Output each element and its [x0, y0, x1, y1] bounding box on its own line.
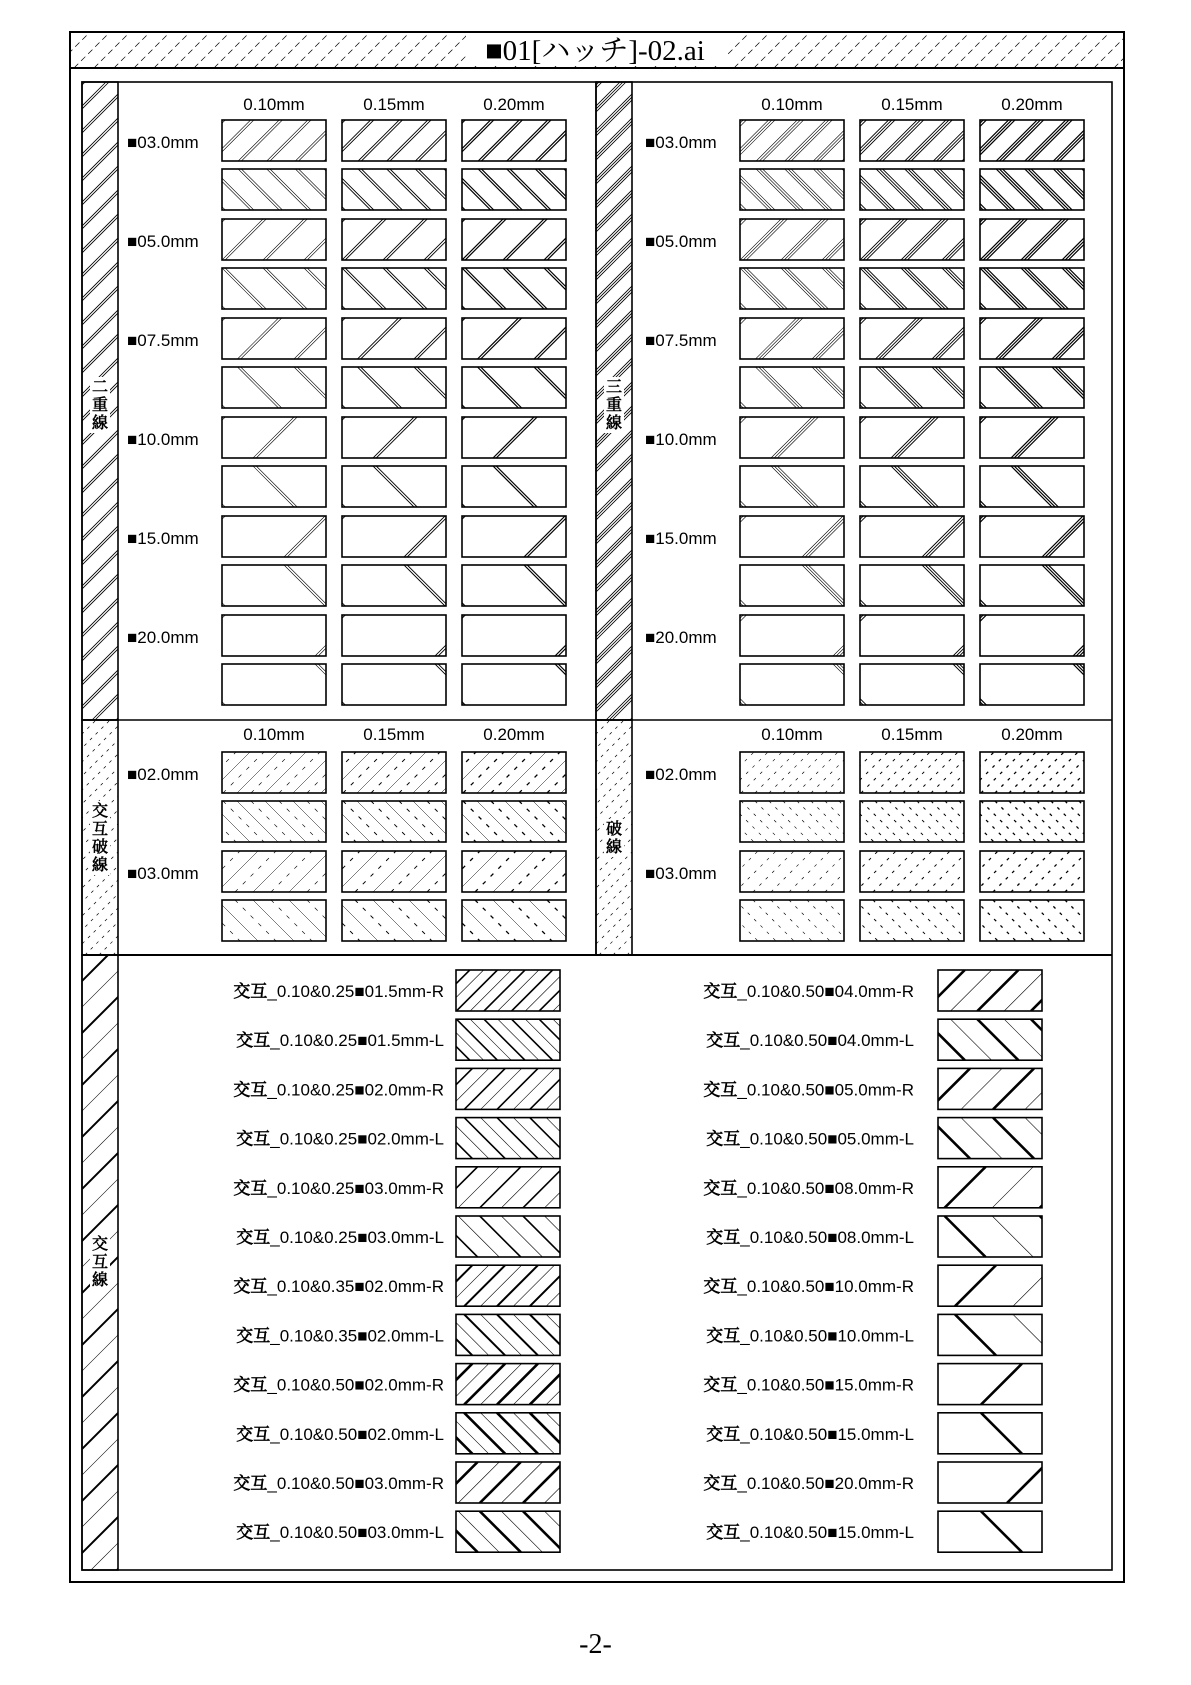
triple-line-hatch-swatch [671, 615, 1191, 656]
alternating-dashed-hatch-swatch [349, 900, 696, 941]
double-line-hatch-swatch [68, 318, 451, 359]
double-line-row-label: ■03.0mm [127, 133, 199, 152]
svg-text:線: 線 [91, 855, 109, 874]
svg-text:重: 重 [91, 395, 109, 414]
triple-line-hatch-swatch [706, 367, 1092, 408]
double-line-hatch-swatch [0, 565, 534, 606]
double-line-col-header: 0.15mm [363, 95, 425, 114]
alternating-line-right-label: 交互_0.10&0.50■10.0mm-L [706, 1326, 914, 1347]
svg-text:線: 線 [91, 1270, 109, 1289]
alternating-line-left-label: 交互_0.10&0.35■02.0mm-L [236, 1326, 444, 1347]
alternating-dashed-row-label: ■03.0mm [127, 864, 199, 883]
double-line-hatch-swatch [153, 615, 867, 656]
triple-line-hatch-swatch [431, 664, 1148, 705]
alternating-line-left-label: 交互_0.10&0.50■02.0mm-L [236, 1424, 444, 1445]
dashed-hatch-swatch [671, 801, 908, 842]
svg-text:破: 破 [605, 819, 623, 838]
dashed-hatch-swatch [791, 801, 1028, 842]
triple-line-hatch-swatch [826, 367, 1191, 408]
double-line-row-label: ■10.0mm [127, 430, 199, 449]
alternating-dashed-col-header: 0.10mm [243, 725, 305, 744]
double-line-row-label: ■05.0mm [127, 232, 199, 251]
double-line-hatch-swatch [124, 169, 426, 210]
triple-line-col-header: 0.15mm [881, 95, 943, 114]
alternating-line-side-label [90, 1234, 110, 1290]
alternating-dashed-hatch-swatch [125, 801, 432, 842]
dashed-hatch-swatch [903, 900, 1160, 941]
alternating-line-right-label: 交互_0.10&0.50■05.0mm-R [703, 1080, 914, 1101]
svg-text:交: 交 [91, 1234, 109, 1253]
svg-text:二: 二 [91, 377, 109, 396]
double-line-hatch-swatch [188, 318, 571, 359]
triple-line-hatch-swatch [675, 466, 1154, 507]
triple-line-hatch-swatch [733, 565, 1191, 606]
dashed-col-header: 0.10mm [761, 725, 823, 744]
alternating-line-left-label: 交互_0.10&0.25■03.0mm-R [233, 1178, 444, 1199]
svg-text:破: 破 [91, 837, 109, 856]
svg-text:線: 線 [605, 413, 623, 432]
alternating-dashed-hatch-swatch [109, 900, 456, 941]
alternating-line-right-label: 交互_0.10&0.50■20.0mm-R [703, 1474, 914, 1494]
double-line-hatch-swatch [157, 417, 633, 458]
double-line-hatch-swatch [68, 367, 451, 408]
double-line-hatch-swatch [364, 169, 666, 210]
double-line-hatch-swatch [95, 565, 654, 606]
triple-line-hatch-swatch [671, 664, 1191, 705]
dashed-col-header: 0.15mm [881, 725, 943, 744]
triple-line-hatch-swatch [493, 565, 1055, 606]
dashed-hatch-swatch [783, 900, 1040, 941]
triple-line-hatch-swatch [762, 120, 1067, 161]
double-line-hatch-swatch [157, 466, 633, 507]
alternating-line-right-label: 交互_0.10&0.50■05.0mm-L [706, 1129, 914, 1150]
double-line-col-header: 0.10mm [243, 95, 305, 114]
alternating-line-left-label: 交互_0.10&0.50■03.0mm-L [236, 1523, 444, 1544]
alternating-line-left-label: 交互_0.10&0.35■02.0mm-R [233, 1277, 444, 1298]
triple-line-hatch-swatch [795, 417, 1191, 458]
triple-line-row-label: ■20.0mm [645, 628, 717, 647]
double-line-hatch-swatch [188, 367, 571, 408]
double-line-row-label: ■07.5mm [127, 331, 199, 350]
triple-line-hatch-swatch [826, 318, 1191, 359]
double-line-side-label [90, 377, 110, 433]
double-line-row-label: ■15.0mm [127, 529, 199, 548]
document-title: ■01[ハッチ]-02.ai [485, 35, 705, 67]
alternating-line-left-label: 交互_0.10&0.25■02.0mm-L [236, 1129, 444, 1150]
dashed-side-label [604, 819, 624, 857]
svg-text:重: 重 [605, 395, 623, 414]
alternating-dashed-hatch-swatch [349, 851, 696, 892]
triple-line-hatch-swatch [706, 318, 1092, 359]
alternating-dashed-hatch-swatch [365, 752, 672, 793]
alternating-dashed-col-header: 0.20mm [483, 725, 545, 744]
alternating-line-left-label: 交互_0.10&0.50■03.0mm-R [233, 1474, 444, 1494]
double-line-hatch-swatch [308, 367, 691, 408]
triple-line-row-label: ■03.0mm [645, 133, 717, 152]
double-line-hatch-swatch [33, 664, 747, 705]
alternating-dashed-hatch-panel [0, 720, 696, 955]
alternating-dashed-hatch-swatch [245, 752, 552, 793]
dashed-row-label: ■02.0mm [645, 765, 717, 784]
triple-line-hatch-swatch [551, 664, 1191, 705]
dashed-hatch-swatch [903, 851, 1160, 892]
double-line-hatch-swatch [308, 318, 691, 359]
triple-line-hatch-swatch [586, 318, 972, 359]
double-line-hatch-swatch [215, 565, 774, 606]
triple-line-hatch-swatch [431, 615, 1148, 656]
alternating-line-left-label: 交互_0.10&0.25■01.5mm-R [233, 982, 444, 1002]
triple-line-hatch-swatch [493, 516, 1055, 557]
dashed-hatch-swatch [783, 851, 1040, 892]
alternating-dashed-row-label: ■02.0mm [127, 765, 199, 784]
triple-line-hatch-swatch [642, 169, 947, 210]
triple-line-hatch-swatch [613, 565, 1175, 606]
alternating-line-right-label: 交互_0.10&0.50■15.0mm-L [706, 1523, 914, 1544]
alternating-dashed-hatch-swatch [245, 801, 552, 842]
double-line-hatch-swatch [0, 516, 534, 557]
double-line-row-label: ■20.0mm [127, 628, 199, 647]
dashed-hatch-swatch [791, 752, 1028, 793]
alternating-dashed-hatch-swatch [229, 900, 576, 941]
triple-line-row-label: ■15.0mm [645, 529, 717, 548]
svg-text:線: 線 [605, 837, 623, 856]
alternating-line-left-label: 交互_0.10&0.25■03.0mm-L [236, 1228, 444, 1248]
triple-line-hatch-swatch [795, 466, 1191, 507]
alternating-line-right-label: 交互_0.10&0.50■15.0mm-R [703, 1375, 914, 1396]
alternating-dashed-hatch-swatch [365, 801, 672, 842]
triple-line-hatch-swatch [675, 417, 1154, 458]
svg-text:三: 三 [605, 377, 623, 396]
triple-line-hatch-swatch [882, 169, 1187, 210]
alternating-line-left-label: 交互_0.10&0.25■02.0mm-R [233, 1080, 444, 1101]
alternating-line-right-label: 交互_0.10&0.50■15.0mm-L [706, 1424, 914, 1445]
double-line-col-header: 0.20mm [483, 95, 545, 114]
triple-line-col-header: 0.10mm [761, 95, 823, 114]
alternating-dashed-side-label [90, 801, 110, 875]
double-line-hatch-swatch [37, 466, 513, 507]
triple-line-hatch-swatch [733, 516, 1191, 557]
alternating-line-left-label: 交互_0.10&0.25■01.5mm-L [236, 1031, 444, 1052]
triple-line-hatch-swatch [762, 169, 1067, 210]
dashed-hatch-swatch [663, 900, 920, 941]
dashed-col-header: 0.20mm [1001, 725, 1063, 744]
alternating-line-right-label: 交互_0.10&0.50■04.0mm-L [706, 1031, 914, 1052]
double-line-hatch-swatch [0, 615, 627, 656]
page-number: -2- [579, 1629, 612, 1660]
triple-line-col-header: 0.20mm [1001, 95, 1063, 114]
dashed-row-label: ■03.0mm [645, 864, 717, 883]
alternating-line-left-label: 交互_0.10&0.50■02.0mm-R [233, 1375, 444, 1396]
dashed-hatch-panel [333, 720, 1160, 955]
alternating-line-right-label: 交互_0.10&0.50■10.0mm-R [703, 1277, 914, 1298]
sheet-frame [70, 32, 1124, 1582]
double-line-hatch-panel [0, 82, 867, 720]
alternating-line-right-label: 交互_0.10&0.50■08.0mm-L [706, 1228, 914, 1248]
svg-text:互: 互 [91, 1252, 109, 1271]
double-line-hatch-swatch [277, 466, 753, 507]
triple-line-row-label: ■07.5mm [645, 331, 717, 350]
double-line-hatch-swatch [244, 169, 546, 210]
svg-text:線: 線 [91, 413, 109, 432]
alternating-dashed-col-header: 0.15mm [363, 725, 425, 744]
double-line-hatch-swatch [244, 120, 546, 161]
triple-line-side-label [604, 377, 624, 433]
alternating-line-right-label: 交互_0.10&0.50■04.0mm-R [703, 982, 914, 1002]
alternating-line-right-label: 交互_0.10&0.50■08.0mm-R [703, 1178, 914, 1199]
triple-line-hatch-swatch [882, 120, 1187, 161]
triple-line-hatch-swatch [555, 417, 1034, 458]
triple-line-hatch-swatch [586, 367, 972, 408]
svg-text:交: 交 [91, 801, 109, 820]
double-line-hatch-swatch [364, 120, 666, 161]
alternating-dashed-hatch-swatch [229, 851, 576, 892]
alternating-line-hatch-panel [0, 955, 1191, 1570]
svg-text:互: 互 [91, 819, 109, 838]
triple-line-row-label: ■10.0mm [645, 430, 717, 449]
double-line-hatch-swatch [153, 664, 867, 705]
triple-line-row-label: ■05.0mm [645, 232, 717, 251]
